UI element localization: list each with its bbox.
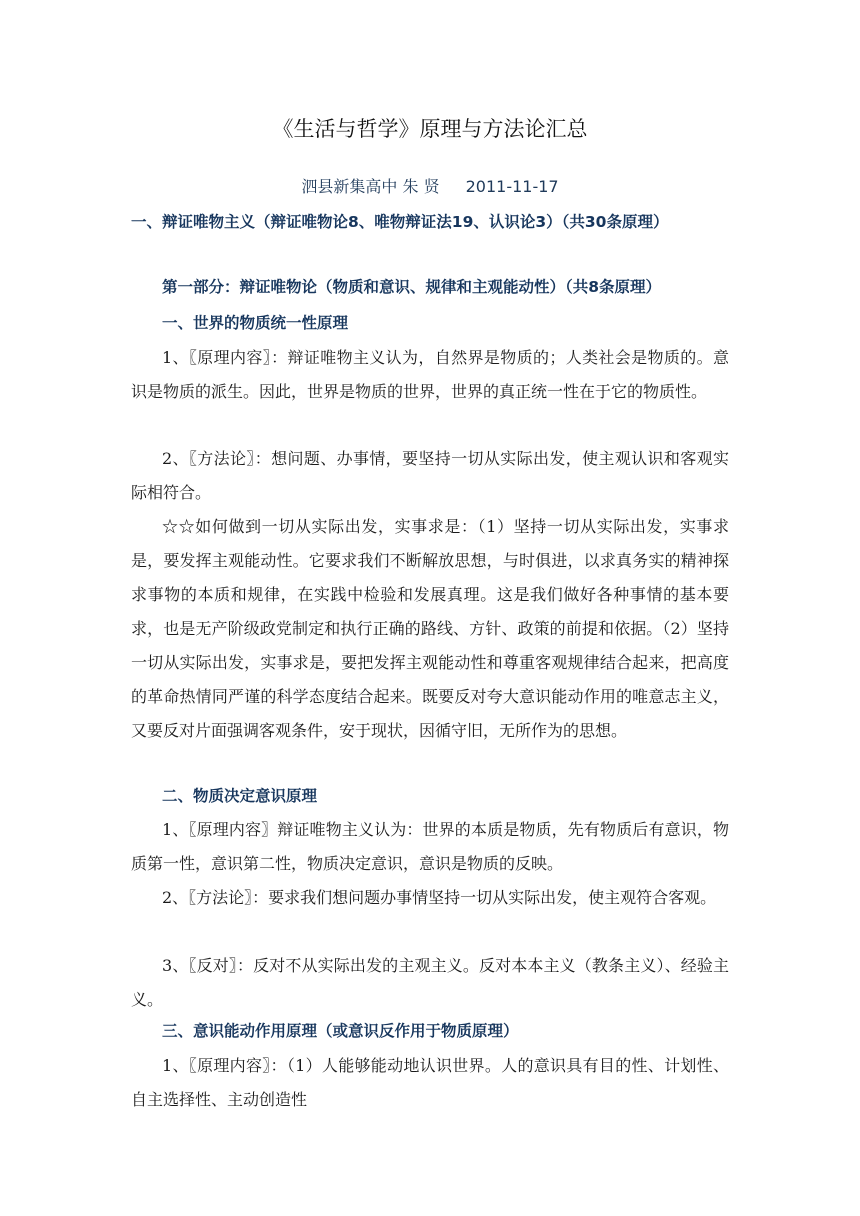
section-heading-dialectical-materialism: 一、辩证唯物主义（辩证唯物论8、唯物辩证法19、认识论3）（共30条原理） xyxy=(131,213,669,231)
paragraph-principle-1-method: 2、〖方法论〗：想问题、办事情，要坚持一切从实际出发，使主观认识和客观实际相符合。 xyxy=(131,449,729,502)
paragraph-principle-1-content: 1、〖原理内容〗：辩证唯物主义认为，自然界是物质的；人类社会是物质的。意识是物质的派生。因此，世界是物质的世界，世界的真正统一性在于它的物质性。 xyxy=(131,348,729,401)
document-date: 2011-11-17 xyxy=(465,177,559,196)
paragraph-principle-2-method: 2、〖方法论〗：要求我们想问题办事情坚持一切从实际出发，使主观符合客观。 xyxy=(162,888,717,907)
paragraph-principle-2-content: 1、〖原理内容〗辩证唯物主义认为：世界的本质是物质，先有物质后有意识，物质第一性，意识第二性，物质决定意识，意识是物质的反映。 xyxy=(131,820,729,873)
principle-heading-3: 三、意识能动作用原理（或意识反作用于物质原理） xyxy=(162,1022,519,1040)
document-title: 《生活与哲学》原理与方法论汇总 xyxy=(272,117,588,141)
paragraph-principle-3-content: 1、〖原理内容〗：（1）人能够能动地认识世界。人的意识具有目的性、计划性、自主选择性、主动创造性 xyxy=(131,1056,729,1109)
paragraph-principle-2-oppose: 3、〖反对〗：反对不从实际出发的主观主义。反对本本主义（教条主义）、经验主义。 xyxy=(131,956,729,1009)
paragraph-how-to-seek-truth: ☆☆如何做到一切从实际出发，实事求是：（1）坚持一切从实际出发，实事求是，要发挥主观能动性。它要求我们不断解放思想，与时俱进，以求真务实的精神探求事物的本质和规律，在实践中检验和发展真理。这是我们做好各种事情的基本要求，也是无产阶级政党制定和执行正确的路线、方针、政策的前提和依据。（2）坚持一切从实际出发，实事求是，要把发挥主观能动性和尊重客观规律结合起来，把高度的革命热情同严谨的科学态度结合起来。既要反对夸大意识能动作用的唯意志主义，又要反对片面强调客观条件，安于现状，因循守旧，无所作为的思想。 xyxy=(131,517,729,740)
author-name: 泗县新集高中 朱 贤 xyxy=(301,177,440,196)
principle-heading-2: 二、物质决定意识原理 xyxy=(162,787,318,805)
author-line xyxy=(0,174,860,200)
principle-heading-1: 一、世界的物质统一性原理 xyxy=(162,314,349,332)
part-heading-1: 第一部分：辩证唯物论（物质和意识、规律和主观能动性）（共8条原理） xyxy=(162,278,662,296)
